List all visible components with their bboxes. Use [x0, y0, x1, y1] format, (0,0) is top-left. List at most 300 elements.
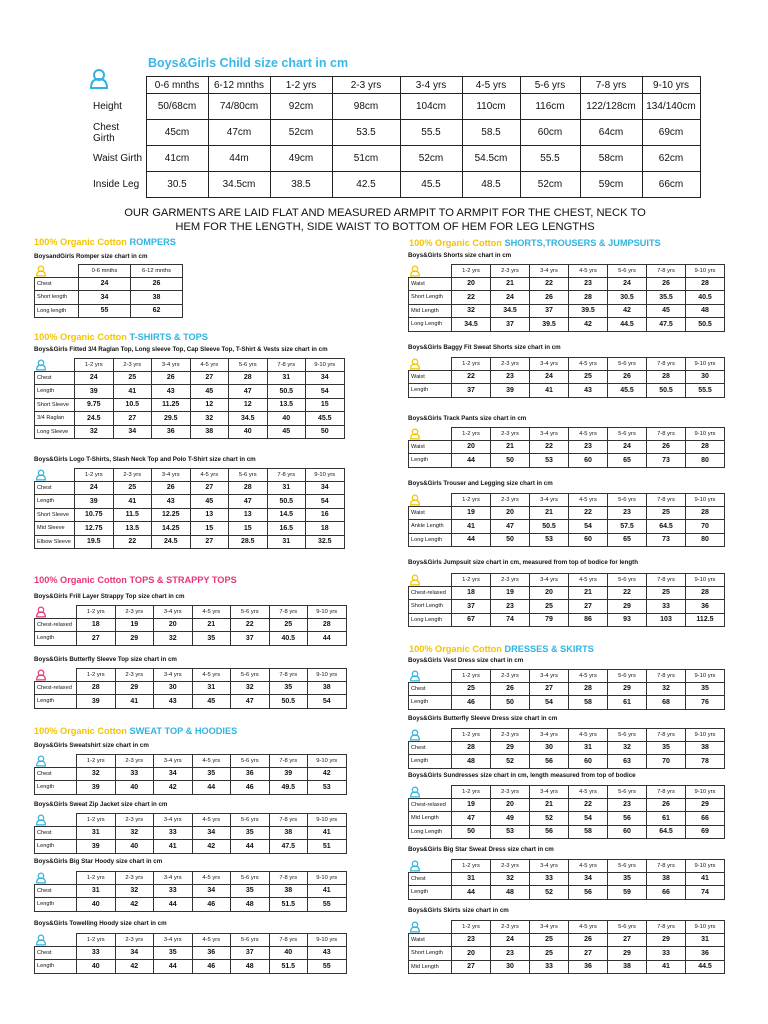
table-cell: 49cm: [270, 146, 332, 172]
size-table-baggy: [408, 357, 725, 398]
table-cell: 26: [647, 798, 686, 812]
size-table-butterflydress: [408, 728, 725, 769]
table-cell: 50.5: [269, 695, 308, 709]
table-title-logo: Boys&Girls Logo T-Shirts, Slash Neck Top and Polo T-Shirt size chart in cm: [34, 456, 256, 463]
age-header: 2-3 yrs: [491, 574, 530, 587]
table-cell: 28: [569, 682, 608, 696]
table-cell: 27: [530, 682, 569, 696]
header-corner: [88, 77, 146, 94]
table-cell: 41cm: [146, 146, 208, 172]
section-name: TOPS & STRAPPY TOPS: [129, 575, 237, 585]
age-header: 9-10 yrs: [686, 428, 725, 441]
table-row: [409, 600, 725, 614]
table-cell: 52: [530, 812, 569, 826]
table-cell: 37: [530, 304, 569, 318]
table-cell: 92cm: [270, 94, 332, 120]
section-heading-tshirts: [34, 332, 208, 342]
table-cell: 30.5: [146, 172, 208, 198]
table-row: [35, 898, 347, 912]
table-cell: 28: [308, 618, 347, 632]
child-icon: [35, 265, 47, 277]
table-cell: 30: [491, 960, 530, 974]
table-cell: 22: [608, 586, 647, 600]
header-row: [409, 494, 725, 507]
row-label: Mid Length: [409, 304, 452, 318]
age-header: 6-12 mnths: [131, 265, 183, 278]
table-cell: 35: [269, 681, 308, 695]
table-cell: 52: [530, 886, 569, 900]
age-header: 9-10 yrs: [308, 872, 347, 885]
table-cell: 55.5: [686, 384, 725, 398]
table-cell: 43: [569, 384, 608, 398]
row-label: Chest: [35, 946, 77, 960]
row-label: Waist: [409, 370, 452, 384]
row-label: Length: [35, 840, 77, 854]
age-header: 9-10 yrs: [308, 934, 347, 947]
icon-cell: [35, 755, 77, 768]
row-label: Length: [35, 781, 77, 795]
table-row: [409, 947, 725, 961]
age-header: 1-2 yrs: [452, 358, 491, 371]
row-label: Waist: [409, 440, 452, 454]
age-header: 9-10 yrs: [686, 574, 725, 587]
size-table-romper: [34, 264, 183, 318]
row-label: Length: [35, 960, 77, 974]
table-cell: 29: [115, 681, 154, 695]
table-cell: 34.5: [229, 412, 268, 426]
table-cell: 103: [647, 613, 686, 627]
table-cell: 39: [77, 695, 116, 709]
age-header: 9-10 yrs: [308, 669, 347, 682]
table-row: [409, 960, 725, 974]
size-table-track: [408, 427, 725, 468]
table-cell: 41: [308, 884, 347, 898]
table-cell: 52cm: [520, 172, 580, 198]
table-cell: 60cm: [520, 120, 580, 146]
table-cell: 24: [75, 481, 114, 495]
table-cell: 24.5: [152, 535, 191, 549]
age-header: 5-6 yrs: [231, 872, 270, 885]
row-label: Mid Length: [409, 812, 452, 826]
row-label: Chest: [35, 481, 75, 495]
table-cell: 43: [308, 946, 347, 960]
table-row: [409, 682, 725, 696]
measuring-note: OUR GARMENTS ARE LAID FLAT AND MEASURED ARMPIT TO ARMPIT FOR THE CHEST, NECK TO HEM FOR THE LENGTH, SIDE WAIST TO BOTTOM OF HEM FOR LEG LENGTHS: [124, 207, 646, 233]
table-cell: 47: [491, 520, 530, 534]
table-cell: 46: [452, 696, 491, 710]
table-cell: 25: [569, 370, 608, 384]
row-label: Chest: [35, 277, 79, 291]
table-cell: 43: [154, 695, 193, 709]
table-cell: 34: [192, 884, 231, 898]
table-cell: 42: [115, 898, 154, 912]
table-cell: 24: [530, 370, 569, 384]
age-header: 9-10 yrs: [306, 469, 345, 482]
table-cell: 40: [115, 840, 154, 854]
age-header: 4-5 yrs: [192, 755, 231, 768]
table-cell: 25: [452, 682, 491, 696]
table-row: [35, 291, 183, 305]
table-cell: 33: [154, 884, 193, 898]
section-name: SHORTS,TROUSERS & JUMPSUITS: [504, 238, 661, 248]
age-header: 1-2 yrs: [452, 860, 491, 873]
table-cell: 44: [452, 454, 491, 468]
table-cell: 51.5: [269, 898, 308, 912]
row-label: Chest: [409, 741, 452, 755]
table-cell: 23: [569, 277, 608, 291]
size-table-zip: [34, 813, 347, 854]
row-label: Length: [409, 886, 452, 900]
age-header: 1-2 yrs: [452, 265, 491, 278]
size-table-towelling: [34, 933, 347, 974]
age-header: 9-10 yrs: [686, 860, 725, 873]
size-table-sweatshirt: [34, 754, 347, 795]
child-icon: [409, 494, 421, 506]
section-heading-dresses: [409, 644, 594, 654]
header-row: [409, 921, 725, 934]
age-header: 2-3 yrs: [491, 428, 530, 441]
table-cell: 32: [452, 304, 491, 318]
row-label: Length: [35, 898, 77, 912]
age-header: 9-10 yrs: [308, 606, 347, 619]
table-cell: 22: [231, 618, 270, 632]
section-prefix: 100% Organic Cotton: [34, 726, 127, 736]
table-cell: 35: [647, 741, 686, 755]
table-cell: 24: [75, 371, 114, 385]
table-cell: 55: [79, 304, 131, 318]
table-cell: 22: [530, 277, 569, 291]
icon-cell: [35, 469, 75, 482]
table-cell: 40: [77, 898, 116, 912]
table-title-bigstardress: Boys&Girls Big Star Sweat Dress size chart in cm: [408, 846, 554, 853]
table-cell: 41: [452, 520, 491, 534]
child-icon: [409, 921, 421, 933]
table-cell: 31: [452, 872, 491, 886]
age-header: 9-10 yrs: [686, 921, 725, 934]
section-prefix: 100% Organic Cotton: [409, 238, 502, 248]
table-cell: 28: [686, 506, 725, 520]
table-cell: 16: [306, 508, 345, 522]
table-cell: 73: [647, 533, 686, 547]
table-cell: 42: [569, 318, 608, 332]
table-cell: 15: [229, 522, 268, 536]
table-cell: 59cm: [580, 172, 642, 198]
table-cell: 54: [306, 495, 345, 509]
age-header: 4-5 yrs: [569, 494, 608, 507]
table-cell: 116cm: [520, 94, 580, 120]
row-label: Chest Girth: [93, 121, 120, 144]
table-cell: 23: [608, 798, 647, 812]
age-header: 1-2 yrs: [77, 934, 116, 947]
table-cell: 44: [192, 781, 231, 795]
age-header: 7-8 yrs: [647, 860, 686, 873]
table-cell: 29: [608, 600, 647, 614]
table-row: [35, 398, 345, 412]
row-label: Chest: [35, 767, 77, 781]
row-label: Mid Length: [409, 960, 452, 974]
table-cell: 32: [77, 767, 116, 781]
age-header: 7-8 yrs: [580, 77, 642, 94]
row-label: Mid Sleeve: [35, 522, 75, 536]
age-header: 9-10 yrs: [308, 755, 347, 768]
table-title-romper: BoysandGirls Romper size chart in cm: [34, 253, 148, 260]
age-header: 2-3 yrs: [491, 265, 530, 278]
icon-cell: [35, 872, 77, 885]
table-row: [409, 755, 725, 769]
table-cell: 13: [229, 508, 268, 522]
table-cell: 38: [608, 960, 647, 974]
row-label: Chest: [35, 884, 77, 898]
table-row: [409, 318, 725, 332]
table-row: [409, 741, 725, 755]
age-header: 5-6 yrs: [231, 814, 270, 827]
table-cell: 34: [306, 371, 345, 385]
table-cell: 32.5: [306, 535, 345, 549]
table-cell: 50.5: [267, 495, 306, 509]
table-cell: 39: [75, 385, 114, 399]
table-cell: 37: [231, 632, 270, 646]
table-cell: 38: [269, 826, 308, 840]
age-header: 7-8 yrs: [269, 934, 308, 947]
table-row: [35, 632, 347, 646]
icon-cell: [35, 359, 75, 372]
table-title-track: Boys&Girls Track Pants size chart in cm: [408, 415, 527, 422]
age-header: 7-8 yrs: [269, 669, 308, 682]
table-cell: 34: [192, 826, 231, 840]
table-cell: 20: [452, 277, 491, 291]
table-cell: 45.5: [306, 412, 345, 426]
age-header: 3-4 yrs: [530, 670, 569, 683]
table-cell: 31: [267, 481, 306, 495]
table-cell: 39.5: [569, 304, 608, 318]
table-cell: 36: [569, 960, 608, 974]
table-cell: 45.5: [400, 172, 462, 198]
table-cell: 48.5: [462, 172, 520, 198]
icon-cell: [35, 265, 79, 278]
table-cell: 35: [154, 946, 193, 960]
table-cell: 27: [113, 412, 152, 426]
section-prefix: 100% Organic Cotton: [34, 575, 127, 585]
age-header: 9-10 yrs: [686, 494, 725, 507]
size-table-butterfly: [34, 668, 347, 709]
table-cell: 43: [152, 495, 191, 509]
table-cell: 42: [154, 781, 193, 795]
age-header: 1-2 yrs: [77, 606, 116, 619]
table-cell: 58.5: [462, 120, 520, 146]
table-cell: 26: [608, 370, 647, 384]
table-row: [409, 812, 725, 826]
table-cell: 36: [192, 946, 231, 960]
child-icon: [35, 934, 47, 946]
table-cell: 11.5: [113, 508, 152, 522]
table-row: [35, 385, 345, 399]
row-label: Long Length: [409, 318, 452, 332]
table-cell: 31: [686, 933, 725, 947]
table-cell: 34: [113, 425, 152, 439]
table-row: [35, 425, 345, 439]
table-cell: 41: [308, 826, 347, 840]
row-label: Length: [409, 755, 452, 769]
table-cell: 25: [530, 933, 569, 947]
row-label: Chest: [409, 872, 452, 886]
table-cell: 32: [190, 412, 229, 426]
table-cell: 25: [530, 947, 569, 961]
age-header: 1-2 yrs: [452, 574, 491, 587]
age-header: 7-8 yrs: [267, 359, 306, 372]
table-cell: 53.5: [332, 120, 400, 146]
icon-cell: [409, 574, 452, 587]
table-cell: 34: [569, 872, 608, 886]
table-cell: 48: [231, 898, 270, 912]
table-cell: 55: [308, 960, 347, 974]
table-cell: 24: [491, 291, 530, 305]
age-header: 2-3 yrs: [491, 860, 530, 873]
size-table-skirts: [408, 920, 725, 974]
header-row: [35, 469, 345, 482]
row-label: Chest-relaxed: [35, 618, 77, 632]
table-cell: 40: [267, 412, 306, 426]
row-label: Chest-relaxed: [35, 681, 77, 695]
table-row: [35, 840, 347, 854]
table-cell: 65: [608, 533, 647, 547]
table-cell: 38: [131, 291, 183, 305]
table-title-vest: Boys&Girls Vest Dress size chart in cm: [408, 657, 524, 664]
table-cell: 24: [608, 277, 647, 291]
table-row: [88, 146, 700, 172]
table-cell: 19.5: [75, 535, 114, 549]
table-cell: 29: [647, 933, 686, 947]
table-cell: 49.5: [269, 781, 308, 795]
table-cell: 20: [491, 506, 530, 520]
table-cell: 42: [308, 767, 347, 781]
age-header: 0-6 mnths: [146, 77, 208, 94]
table-row: [88, 120, 700, 146]
table-cell: 38: [308, 681, 347, 695]
row-label: Short Length: [409, 291, 452, 305]
table-cell: 22: [452, 291, 491, 305]
table-title-zip: Boys&Girls Sweat Zip Jacket size chart in cm: [34, 801, 168, 808]
age-header: 4-5 yrs: [190, 469, 229, 482]
table-row: [35, 695, 347, 709]
table-cell: 45: [267, 425, 306, 439]
table-row: [409, 533, 725, 547]
table-cell: 27: [452, 960, 491, 974]
age-header: 4-5 yrs: [569, 428, 608, 441]
table-cell: 59: [608, 886, 647, 900]
table-cell: 64.5: [647, 520, 686, 534]
child-icon: [35, 469, 47, 481]
header-row: [35, 265, 183, 278]
icon-cell: [409, 921, 452, 934]
table-cell: 44.5: [608, 318, 647, 332]
age-header: 5-6 yrs: [608, 494, 647, 507]
row-label: Waist: [409, 506, 452, 520]
age-header: 1-2 yrs: [77, 669, 116, 682]
table-cell: 56: [530, 755, 569, 769]
table-cell: 47cm: [208, 120, 270, 146]
table-cell: 26: [131, 277, 183, 291]
table-cell: 15: [306, 398, 345, 412]
table-cell: 28: [686, 586, 725, 600]
row-label: Ankle Length: [409, 520, 452, 534]
icon-cell: [35, 814, 77, 827]
table-cell: 36: [231, 767, 270, 781]
table-row: [409, 384, 725, 398]
table-cell: 66: [647, 886, 686, 900]
age-header: 1-2 yrs: [77, 755, 116, 768]
table-cell: 50: [491, 454, 530, 468]
table-cell: 51cm: [332, 146, 400, 172]
age-header: 2-3 yrs: [491, 921, 530, 934]
age-header: 4-5 yrs: [192, 872, 231, 885]
age-header: 7-8 yrs: [267, 469, 306, 482]
age-header: 5-6 yrs: [608, 921, 647, 934]
table-cell: 31: [77, 884, 116, 898]
table-cell: 31: [267, 535, 306, 549]
row-label: Short Sleeve: [35, 398, 75, 412]
table-title-bigstar: Boys&Girls Big Star Hoody size chart in cm: [34, 858, 163, 865]
table-cell: 60: [569, 533, 608, 547]
age-header: 3-4 yrs: [530, 860, 569, 873]
table-cell: 23: [608, 506, 647, 520]
table-cell: 10.5: [113, 398, 152, 412]
table-cell: 22: [530, 440, 569, 454]
header-row: [35, 934, 347, 947]
table-cell: 30.5: [608, 291, 647, 305]
row-label: Long Sleeve: [35, 425, 75, 439]
table-cell: 58cm: [580, 146, 642, 172]
icon-cell: [409, 860, 452, 873]
table-cell: 33: [115, 767, 154, 781]
table-row: [35, 960, 347, 974]
age-header: 4-5 yrs: [192, 669, 231, 682]
table-cell: 50.5: [267, 385, 306, 399]
table-cell: 29: [491, 741, 530, 755]
table-cell: 41: [154, 840, 193, 854]
table-cell: 70: [647, 755, 686, 769]
table-cell: 12: [190, 398, 229, 412]
row-label: Length: [409, 454, 452, 468]
table-cell: 19: [452, 798, 491, 812]
icon-cell: [35, 606, 77, 619]
table-cell: 57.5: [608, 520, 647, 534]
table-cell: 26: [569, 933, 608, 947]
row-label: Length: [409, 384, 452, 398]
table-cell: 40: [229, 425, 268, 439]
row-label: Elbow Sleeve: [35, 535, 75, 549]
icon-cell: [409, 265, 452, 278]
table-cell: 45: [190, 495, 229, 509]
table-cell: 56: [530, 825, 569, 839]
header-row: [35, 814, 347, 827]
table-cell: 33: [530, 960, 569, 974]
child-icon: [35, 359, 47, 371]
table-cell: 19: [491, 586, 530, 600]
table-cell: 62: [131, 304, 183, 318]
age-header: 7-8 yrs: [269, 814, 308, 827]
age-header: 5-6 yrs: [231, 934, 270, 947]
table-cell: 33: [647, 947, 686, 961]
table-cell: 38: [647, 872, 686, 886]
row-label: Chest: [409, 682, 452, 696]
icon-cell: [409, 786, 452, 799]
table-cell: 44: [308, 632, 347, 646]
table-cell: 44: [452, 533, 491, 547]
section-prefix: 100% Organic Cotton: [34, 237, 127, 247]
icon-cell: [409, 428, 452, 441]
table-title-fitted: Boys&Girls Fitted 3/4 Raglan Top, Long sleeve Top, Cap Sleeve Top, T-Shirt & Vests size chart in cm: [34, 346, 328, 353]
table-cell: 47: [452, 812, 491, 826]
